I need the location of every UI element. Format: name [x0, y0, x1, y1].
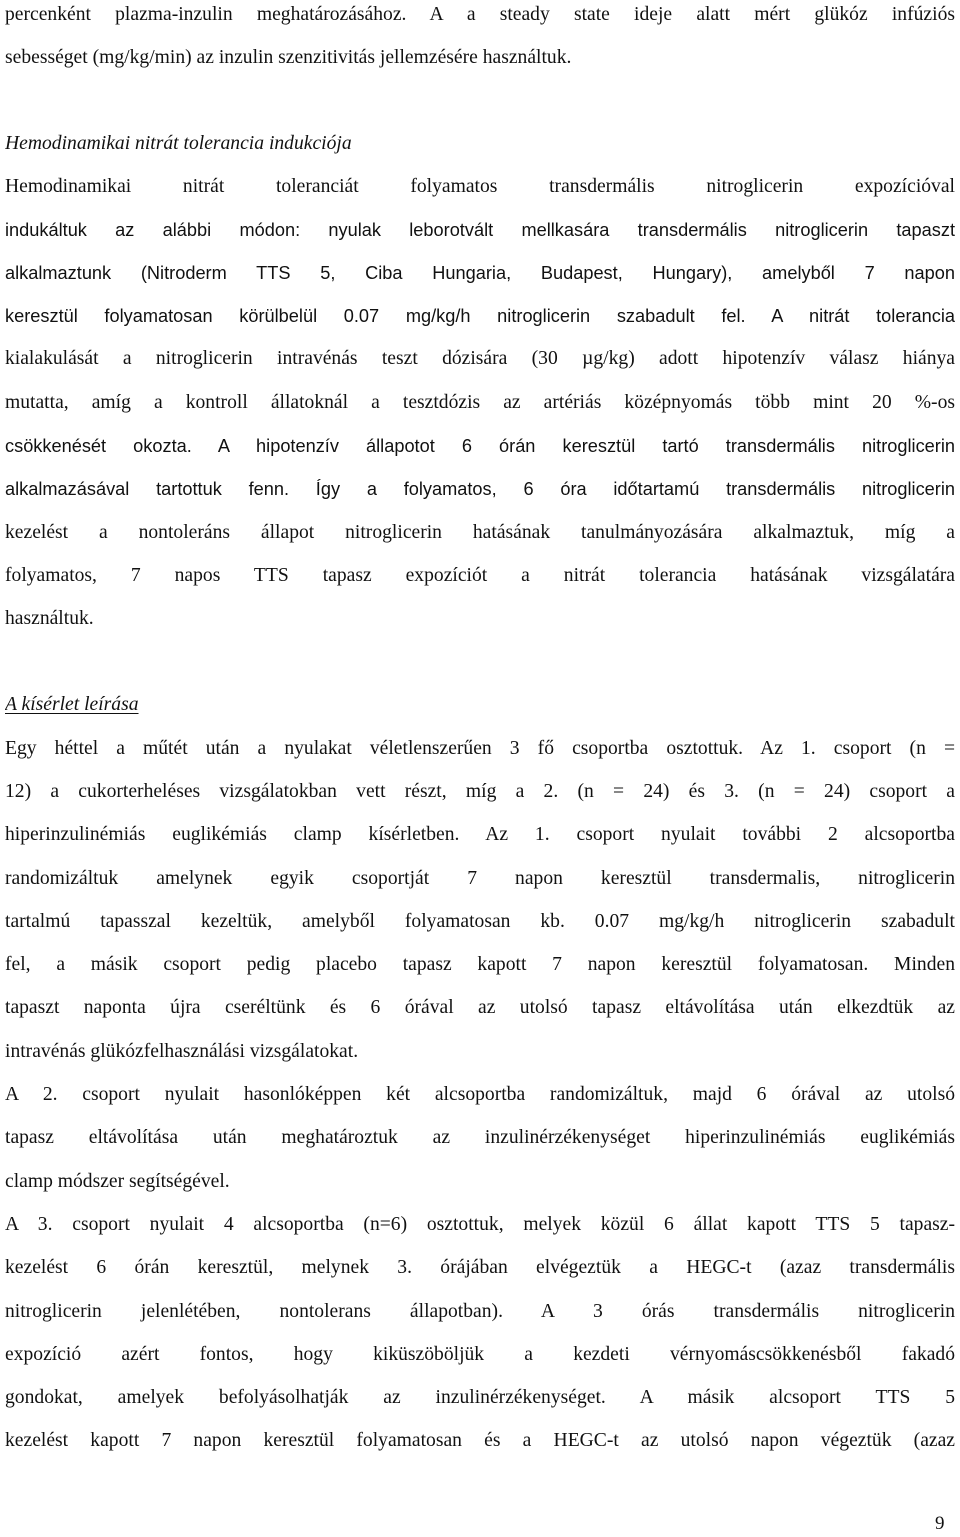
text-line: keresztül folyamatosan körülbelül 0.07 mg/kg/h nitroglicerin szabadult fel. A nitrát tolerancia	[5, 306, 955, 326]
text-line: percenként plazma-inzulin meghatározásához. A a steady state ideje alatt mért glükóz infúziós	[5, 4, 955, 25]
page-number: 9	[935, 1513, 945, 1534]
text-line: tapaszt naponta újra cseréltünk és 6 órával az utolsó tapasz eltávolítása után elkezdtük az	[5, 997, 955, 1018]
text-line: tartalmú tapasszal kezeltük, amelyből folyamatosan kb. 0.07 mg/kg/h nitroglicerin szabadult	[5, 911, 955, 932]
text-line: kialakulását a nitroglicerin intravénás teszt dózisára (30 µg/kg) adott hipotenzív válasz hiánya	[5, 348, 955, 369]
text-line: nitroglicerin jelenlétében, nontolerans állapotban). A 3 órás transdermális nitroglicerin	[5, 1301, 955, 1322]
text-line: alkalmaztunk (Nitroderm TTS 5, Ciba Hungaria, Budapest, Hungary), amelyből 7 napon	[5, 263, 955, 283]
text-line: randomizáltuk amelynek egyik csoportját 7 napon keresztül transdermalis, nitroglicerin	[5, 868, 955, 889]
text-line: indukáltuk az alábbi módon: nyulak leborotvált mellkasára transdermális nitroglicerin tapaszt	[5, 220, 955, 240]
text-line: folyamatos, 7 napos TTS tapasz expozíciót a nitrát tolerancia hatásának vizsgálatára	[5, 565, 955, 586]
text-line: 12) a cukorterheléses vizsgálatokban vett részt, míg a 2. (n = 24) és 3. (n = 24) csoport a	[5, 781, 955, 802]
text-line: Hemodinamikai nitrát toleranciát folyamatos transdermális nitroglicerin expozícióval	[5, 176, 955, 197]
text-line: A 2. csoport nyulait hasonlóképpen két alcsoportba randomizáltuk, majd 6 órával az utolsó	[5, 1084, 955, 1105]
text-line: kezelést kapott 7 napon keresztül folyamatosan és a HEGC-t az utolsó napon végeztük (azaz	[5, 1430, 955, 1451]
text-line: kezelést 6 órán keresztül, melynek 3. órájában elvégeztük a HEGC-t (azaz transdermális	[5, 1257, 955, 1278]
text-line: gondokat, amelyek befolyásolhatják az inzulinérzékenységet. A másik alcsoport TTS 5	[5, 1387, 955, 1408]
text-line: A 3. csoport nyulait 4 alcsoportba (n=6) osztottuk, melyek közül 6 állat kapott TTS 5 tapasz-	[5, 1214, 955, 1235]
text-line: fel, a másik csoport pedig placebo tapasz kapott 7 napon keresztül folyamatosan. Minden	[5, 954, 955, 975]
section-heading: Hemodinamikai nitrát tolerancia indukciója	[5, 133, 352, 154]
text-line: használtuk.	[5, 608, 94, 629]
text-line: tapasz eltávolítása után meghatároztuk az inzulinérzékenységet hiperinzulinémiás euglikémiás	[5, 1127, 955, 1148]
text-line: hiperinzulinémiás euglikémiás clamp kísérletben. Az 1. csoport nyulait további 2 alcsoportba	[5, 824, 955, 845]
text-line: clamp módszer segítségével.	[5, 1171, 230, 1192]
text-line: mutatta, amíg a kontroll állatoknál a tesztdózis az artériás középnyomás több mint 20 %-os	[5, 392, 955, 413]
text-line: Egy héttel a műtét után a nyulakat véletlenszerűen 3 fő csoportba osztottuk. Az 1. csoport (n =	[5, 738, 955, 759]
text-line: sebességet (mg/kg/min) az inzulin szenzitivitás jellemzésére használtuk.	[5, 47, 572, 68]
text-line: csökkenését okozta. A hipotenzív állapotot 6 órán keresztül tartó transdermális nitroglicerin	[5, 436, 955, 456]
section-heading: A kísérlet leírása	[5, 694, 139, 715]
text-line: alkalmazásával tartottuk fenn. Így a folyamatos, 6 óra időtartamú transdermális nitroglicerin	[5, 479, 955, 499]
text-line: intravénás glükózfelhasználási vizsgálatokat.	[5, 1041, 359, 1062]
section-heading-wrap	[5, 690, 955, 720]
text-line: kezelést a nontoleráns állapot nitroglicerin hatásának tanulmányozására alkalmaztuk, míg a	[5, 522, 955, 543]
text-line: expozíció azért fontos, hogy kiküszöböljük a kezdeti vérnyomáscsökkenésből fakadó	[5, 1344, 955, 1365]
